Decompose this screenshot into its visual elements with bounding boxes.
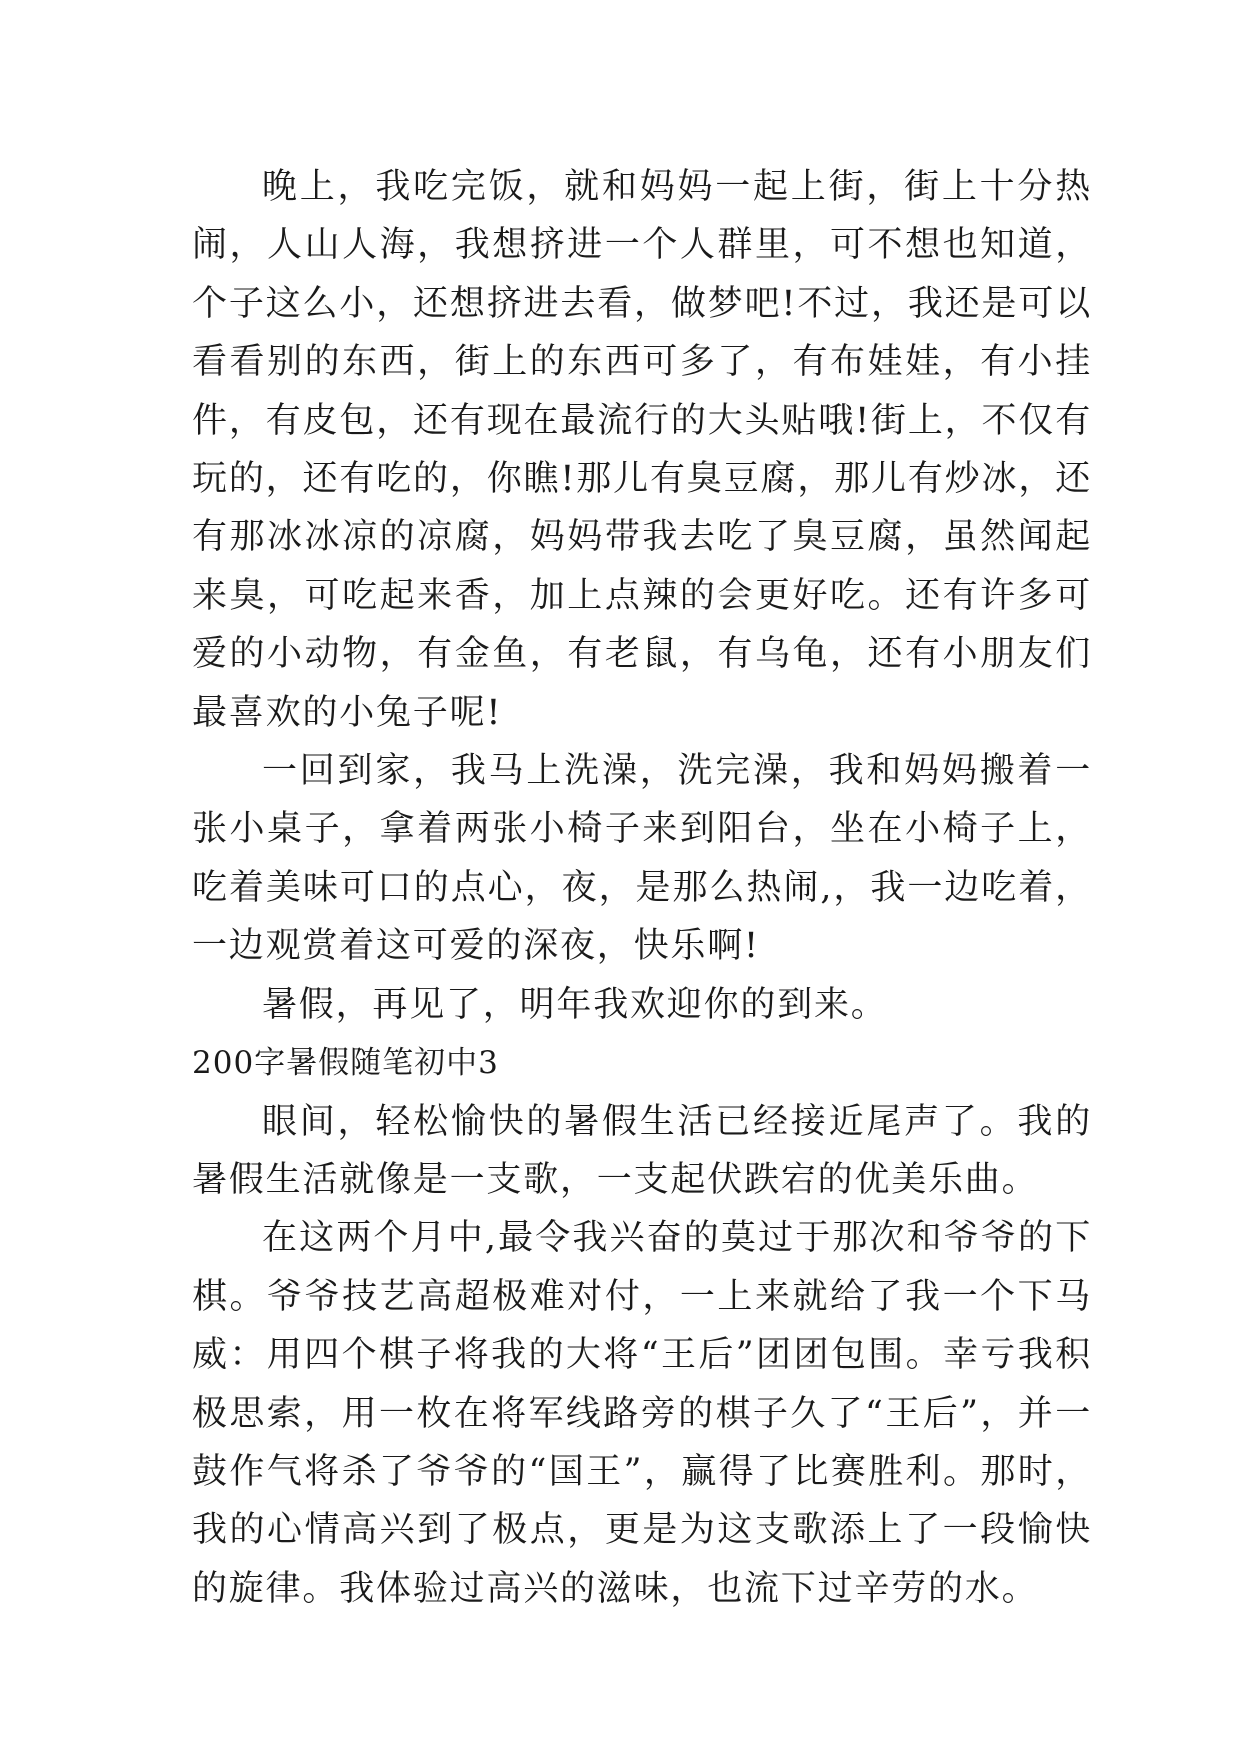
document-body [192,158,1092,1618]
paragraph-summer-song: 眼间，轻松愉快的暑假生活已经接近尾声了。我的暑假生活就像是一支歌，一支起伏跌宕的优美乐曲。 [192,1101,1092,1200]
paragraph-home-balcony: 一回到家，我马上洗澡，洗完澡，我和妈妈搬着一张小桌子，拿着两张小椅子来到阳台，坐在小椅子上，吃着美味可口的点心，夜，是那么热闹,，我一边吃着，一边观赏着这可爱的深夜，快乐啊! [192,751,1092,967]
section-heading: 200字暑假随笔初中3 [192,1045,499,1082]
paragraph-evening-street: 晚上，我吃完饭，就和妈妈一起上街，街上十分热闹，人山人海，我想挤进一个人群里，可不想也知道，个子这么小，还想挤进去看，做梦吧!不过，我还是可以看看别的东西，街上的东西可多了，有布娃娃，有小挂件，有皮包，还有现在最流行的大头贴哦!街上，不仅有玩的，还有吃的，你瞧!那儿有臭豆腐，那儿有炒冰，还有那冰冰凉的凉腐，妈妈带我去吃了臭豆腐，虽然闻起来臭，可吃起来香，加上点辣的会更好吃。还有许多可爱的小动物，有金鱼，有老鼠，有乌龟，还有小朋友们最喜欢的小兔子呢! [192,167,1092,733]
paragraph-farewell: 暑假，再见了，明年我欢迎你的到来。 [262,984,888,1025]
paragraph-chess-game: 在这两个月中,最令我兴奋的莫过于那次和爷爷的下棋。爷爷技艺高超极难对付，一上来就给了我一个下马威：用四个棋子将我的大将“王后”团团包围。幸亏我积极思索，用一枚在将军线路旁的棋子久了“王后”，并一鼓作气将杀了爷爷的“国王”，赢得了比赛胜利。那时，我的心情高兴到了极点，更是为这支歌添上了一段愉快的旋律。我体验过高兴的滋味，也流下过辛劳的水。 [192,1218,1092,1609]
